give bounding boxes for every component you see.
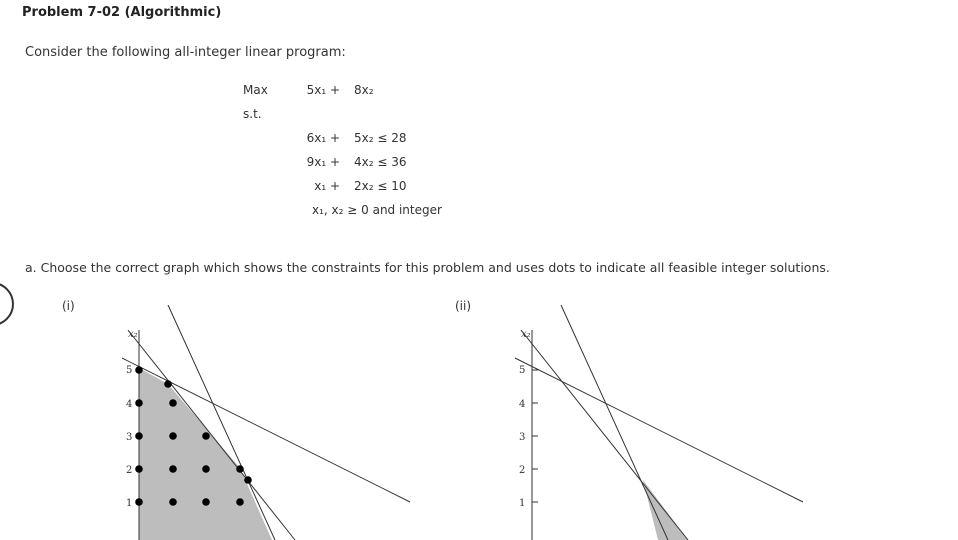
nonneg-constraint: x₁, x₂ ≥ 0 and integer xyxy=(312,203,442,217)
max-label: Max xyxy=(243,83,268,97)
constraint-2-left: 9x₁ + xyxy=(306,155,340,169)
dot xyxy=(236,498,244,506)
tick-label-2: 2 xyxy=(126,465,133,476)
dot xyxy=(202,498,210,506)
radio-option-partial[interactable] xyxy=(0,282,14,326)
tick-label-3: 3 xyxy=(126,432,133,443)
dot xyxy=(135,366,143,374)
dot xyxy=(164,380,172,388)
axis-label-x2: x₂ xyxy=(128,329,138,340)
problem-title: Problem 7-02 (Algorithmic) xyxy=(22,5,222,20)
constraint-line-1 xyxy=(521,330,688,540)
tick-label-5: 5 xyxy=(126,365,133,376)
constraint-3-right: 2x₂ ≤ 10 xyxy=(354,179,407,193)
option-i-label[interactable]: (i) xyxy=(62,299,75,313)
dot xyxy=(135,465,143,473)
objective-left: 5x₁ + xyxy=(306,83,340,97)
dot xyxy=(244,476,252,484)
dot xyxy=(135,399,143,407)
dot xyxy=(169,399,177,407)
dot xyxy=(169,465,177,473)
tick-label-1: 1 xyxy=(126,498,133,509)
feasible-region xyxy=(139,368,272,540)
dot xyxy=(135,498,143,506)
tick-label-4: 4 xyxy=(519,399,526,410)
constraint-1-left: 6x₁ + xyxy=(306,131,340,145)
st-label: s.t. xyxy=(243,107,262,121)
graph-option-i[interactable] xyxy=(100,300,420,540)
problem-intro: Consider the following all-integer linear program: xyxy=(25,45,346,60)
tick-label-4: 4 xyxy=(126,399,133,410)
constraint-line-2 xyxy=(561,305,668,540)
question-a: a. Choose the correct graph which shows the constraints for this problem and uses dots to indicate all feasible integer solutions. xyxy=(25,260,830,275)
tick-label-3: 3 xyxy=(519,432,526,443)
axis-label-x2: x₂ xyxy=(521,329,531,340)
constraint-2-right: 4x₂ ≤ 36 xyxy=(354,155,407,169)
tick-label-5: 5 xyxy=(519,365,526,376)
constraint-3-left: x₁ + xyxy=(314,179,340,193)
tick-label-1: 1 xyxy=(519,498,526,509)
dot xyxy=(169,498,177,506)
tick-label-2: 2 xyxy=(519,465,526,476)
objective-right: 8x₂ xyxy=(354,83,374,97)
constraint-line-3 xyxy=(515,358,803,502)
constraint-1-right: 5x₂ ≤ 28 xyxy=(354,131,407,145)
dot xyxy=(202,432,210,440)
dot xyxy=(202,465,210,473)
dot xyxy=(236,465,244,473)
dot xyxy=(135,432,143,440)
dot xyxy=(169,432,177,440)
graph-option-ii[interactable] xyxy=(493,300,813,540)
option-ii-label[interactable]: (ii) xyxy=(455,299,472,313)
